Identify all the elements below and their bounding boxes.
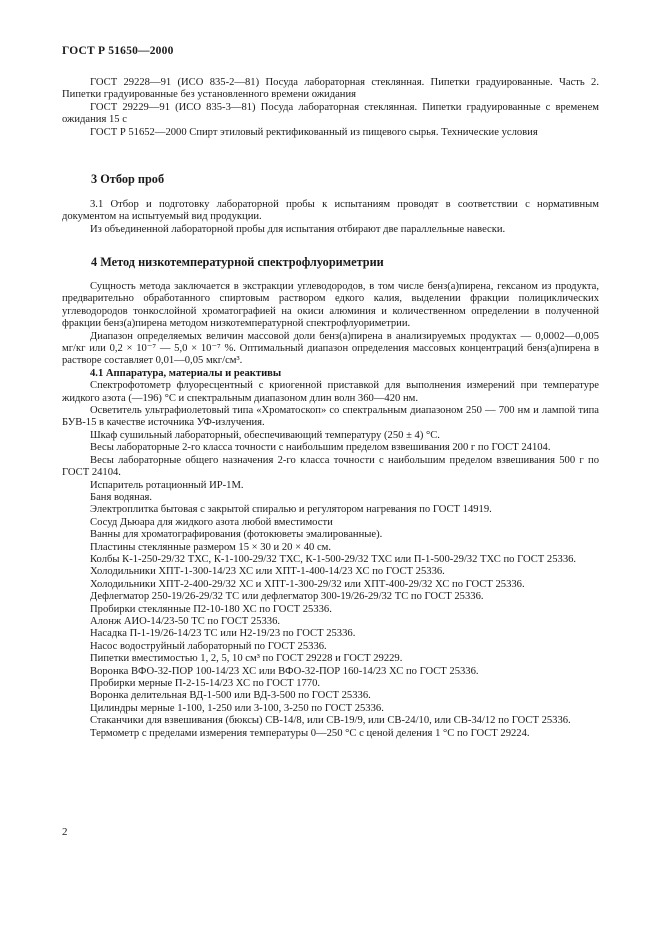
equipment-item: Пробирки мерные П-2-15-14/23 ХС по ГОСТ 1770. (90, 678, 321, 689)
equipment-item: Пробирки стеклянные П2-10-180 ХС по ГОСТ 25336. (90, 603, 332, 615)
equipment-item: Электроплитка бытовая с закрытой спиралью и регулятором нагревания по ГОСТ 14919. (90, 504, 492, 516)
equipment-item: Холодильники ХПТ-1-300-14/23 ХС или ХПТ-1-400-14/23 ХС по ГОСТ 25336. (90, 566, 445, 578)
paragraph: 3.1 Отбор и подготовку лабораторной пробы к испытаниям проводят в соответствии с нормативным документом на испытуемый вид продукции. (62, 199, 599, 223)
equipment-item: Воронка делительная ВД-1-500 или ВД-3-500 по ГОСТ 25336. (90, 690, 371, 702)
section-4-title: 4 Метод низкотемпературной спектрофлуориметрии (91, 255, 384, 269)
equipment-item: Воронка ВФО-32-ПОР 100-14/23 ХС или ВФО-32-ПОР 160-14/23 ХС по ГОСТ 25336. (90, 665, 479, 677)
section-3-body (62, 199, 599, 236)
equipment-item: Насадка П-1-19/26-14/23 ТС или Н2-19/23 по ГОСТ 25336. (90, 628, 356, 640)
paragraph: Из объединенной лабораторной пробы для испытания отбирают две параллельные навески. (90, 223, 506, 235)
page-number: 2 (62, 826, 68, 838)
document-header: ГОСТ Р 51650—2000 (62, 45, 174, 57)
equipment-item: Баня водяная. (90, 491, 153, 503)
equipment-item: Спектрофотометр флуоресцентный с криогенной приставкой для выполнения измерений при температуре жидкого азота (—196) °С и спектральным диапазоном длин волн 360—420 нм. (62, 380, 599, 404)
equipment-item: Испаритель ротационный ИР-1М. (90, 479, 244, 491)
section-3-title: 3 Отбор проб (91, 172, 165, 186)
equipment-list (62, 380, 599, 740)
equipment-item: Колбы К-1-250-29/32 ТХС, К-1-100-29/32 ТХС, К-1-500-29/32 ТХС или П-1-500-29/32 ТХС по ГОСТ 25336. (90, 553, 577, 565)
equipment-item: Стаканчики для взвешивания (бюксы) СВ-14/8, или СВ-19/9, или СВ-24/10, или СВ-34/12 по ГОСТ 25336. (90, 715, 571, 727)
equipment-item: Холодильники ХПТ-2-400-29/32 ХС и ХПТ-1-300-29/32 или ХПТ-400-29/32 ХС по ГОСТ 25336. (90, 578, 525, 590)
section-4-body (62, 281, 599, 740)
subsection-4-1-title: 4.1 Аппаратура, материалы и реактивы (90, 367, 282, 379)
equipment-item: Сосуд Дьюара для жидкого азота любой вместимости (90, 516, 333, 528)
reference-item: ГОСТ Р 51652—2000 Спирт этиловый ректификованный из пищевого сырья. Технические условия (90, 126, 538, 138)
equipment-item: Осветитель ультрафиолетовый типа «Хроматоскоп» со спектральным диапазоном 250 — 700 нм и лампой типа БУВ-15 в качестве источника УФ-излучения. (62, 405, 599, 429)
equipment-item: Весы лабораторные общего назначения 2-го класса точности с наибольшим пределом взвешивания 500 г по ГОСТ 24104. (62, 454, 599, 479)
equipment-item: Шкаф сушильный лабораторный, обеспечивающий температуру (250 ± 4) °С. (90, 429, 440, 441)
equipment-item: Ванны для хроматографирования (фотокюветы эмалированные). (90, 529, 383, 541)
paragraph: Сущность метода заключается в экстракции углеводородов, в том числе бенз(а)пирена, гексаном из продукта, предварительно обработанного спиртовым раствором едкого калия, выделении фракции полициклических углеводородов тонкослойной хроматографией на окиси алюминия и количественном определении в полученной фракции бенз(а)пирена методом низкотемпературной спектрофлуориметрии. (62, 281, 599, 330)
references-block (62, 77, 599, 139)
equipment-item: Весы лабораторные 2-го класса точности с наибольшим пределом взвешивания 200 г по ГОСТ 24104. (90, 442, 551, 454)
equipment-item: Алонж АИО-14/23-50 ТС по ГОСТ 25336. (90, 615, 281, 627)
equipment-item: Дефлегматор 250-19/26-29/32 ТС или дефлегматор 300-19/26-29/32 ТС по ГОСТ 25336. (90, 591, 484, 603)
equipment-item: Пипетки вместимостью 1, 2, 5, 10 см³ по ГОСТ 29228 и ГОСТ 29229. (90, 653, 403, 665)
equipment-item: Термометр с пределами измерения температуры 0—250 °С с ценой деления 1 °С по ГОСТ 29224. (90, 727, 530, 739)
reference-item: ГОСТ 29229—91 (ИСО 835-3—81) Посуда лабораторная стеклянная. Пипетки градуированные с временем ожидания 15 с (62, 101, 599, 126)
paragraph: Диапазон определяемых величин массовой доли бенз(а)пирена в анализируемых продуктах — 0,0002—0,005 мг/кг или 0,2 × 10⁻⁷ — 5,0 × 10⁻⁷ %. Оптимальный диапазон определения массовых концентраций бенз(а)пирена в растворе составляет 0,01—0,05 мкг/см³. (62, 330, 599, 367)
equipment-item: Пластины стеклянные размером 15 × 30 и 20 × 40 см. (90, 541, 331, 553)
reference-item: ГОСТ 29228—91 (ИСО 835-2—81) Посуда лабораторная стеклянная. Пипетки градуированные. Часть 2. Пипетки градуированные без установленного времени ожидания (62, 77, 599, 101)
equipment-item: Насос водоструйный лабораторный по ГОСТ 25336. (90, 640, 327, 652)
equipment-item: Цилиндры мерные 1-100, 1-250 или 3-100, 3-250 по ГОСТ 25336. (90, 702, 384, 714)
